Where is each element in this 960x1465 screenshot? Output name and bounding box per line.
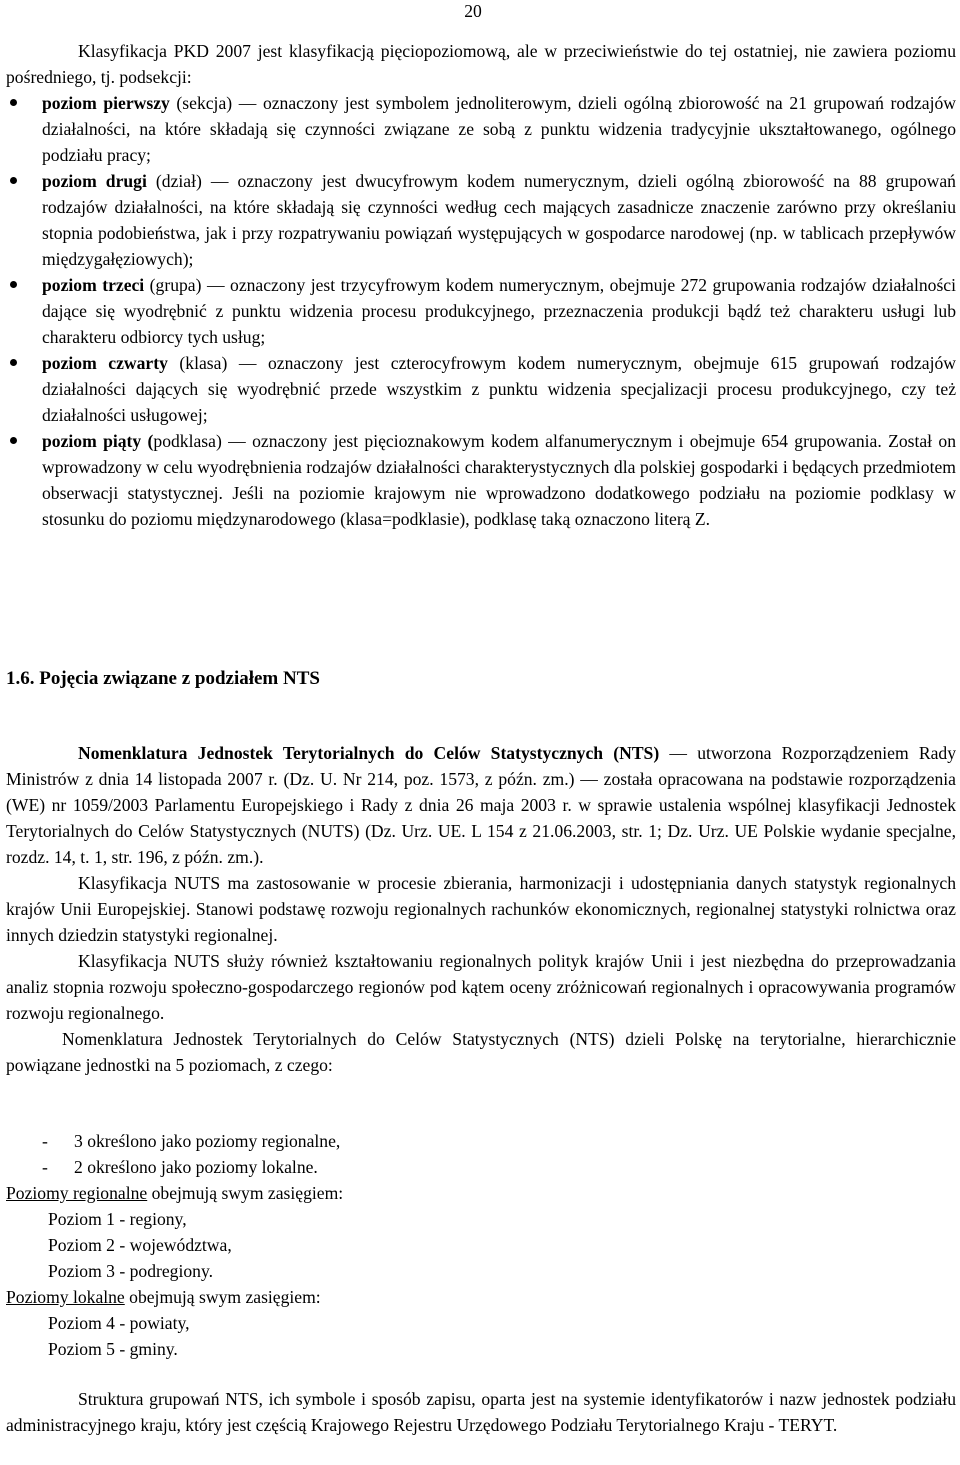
local-heading <box>6 1284 956 1310</box>
bullet-icon <box>10 177 17 184</box>
pkd-levels-list <box>6 90 956 532</box>
level-term: poziom pierwszy <box>42 93 170 113</box>
level-text: podklasa) — oznaczony jest pięcioznakowym kodem alfanumerycznym i obejmuje 654 grupowania. Został on wprowadzony w celu wyodrębnienia rodzajów działalności charakterystycznych dla polskiej gospodarki i będących przedmiotem obserwacji statystycznej. Jeśli na poziomie krajowym nie wprowadzono dodatkowego podziału na poziomie podklasy w stosunku do poziomu międzynarodowego (klasa=podklasie), podklasę taką oznaczono literą Z. <box>42 431 956 529</box>
dash-marker: - <box>42 1157 48 1177</box>
list-item <box>6 1154 956 1180</box>
level-term: poziom czwarty <box>42 353 168 373</box>
section-heading-block <box>6 666 956 692</box>
list-item <box>6 272 956 350</box>
level-text: (sekcja) — oznaczony jest symbolem jednoliterowym, dzieli ogólną zbiorowość na 21 grupowań rodzajów działalności, na które składają się czynności związane ze sobą z punktu widzenia tradycyjnie ukształtowanego, ogólnego podziału pracy; <box>42 93 956 165</box>
list-item <box>6 90 956 168</box>
bullet-icon <box>10 281 17 288</box>
nts-section <box>6 740 956 1078</box>
levels-detail-section <box>6 1128 956 1362</box>
page-number: 20 <box>464 1 482 21</box>
bullet-icon <box>10 437 17 444</box>
list-item <box>6 428 956 532</box>
local-suffix: obejmują swym zasięgiem: <box>124 1287 321 1307</box>
level-text: (dział) — oznaczony jest dwucyfrowym kodem numerycznym, dzieli ogólną zbiorowość na 88 grupowań rodzajów działalności, na które składają się czynności według cech mających zasadnicze znaczenie zarówno przy określaniu stopnia podobieństwa, jak i przy rozpatrywaniu powiązań występujących w gospodarce narodowej (np. w tablicach przepływów międzygałęziowych); <box>42 171 956 269</box>
local-item: Poziom 4 - powiaty, <box>48 1313 190 1333</box>
intro-paragraph: Klasyfikacja PKD 2007 jest klasyfikacją pięciopoziomową, ale w przeciwieństwie do tej ostatniej, nie zawiera poziomu pośredniego, tj. podsekcji: <box>6 41 956 87</box>
dash-list <box>6 1128 956 1180</box>
regional-suffix: obejmują swym zasięgiem: <box>147 1183 344 1203</box>
regional-item: Poziom 1 - regiony, <box>48 1209 187 1229</box>
regional-item: Poziom 2 - województwa, <box>48 1235 232 1255</box>
list-item <box>6 168 956 272</box>
level-term: poziom drugi <box>42 171 147 191</box>
nts-text: — utworzona Rozporządzeniem Rady Ministrów z dnia 14 listopada 2007 r. (Dz. U. Nr 214, poz. 1573, z późn. zm.) — została opracowana na podstawie rozporządzenia (WE) nr 1059/2003 Parlamentu Europejskiego i Rady z dnia 26 maja 2003 r. w sprawie ustalenia wspólnej klasyfikacji Jednostek Terytorialnych do Celów Statystycznych (NUTS) (Dz. Urz. UE. L 154 z 21.06.2003, str. 1; Dz. Urz. UE Polskie wydanie specjalne, rozdz. 14, t. 1, str. 196, z późn. zm.). <box>6 743 956 867</box>
level-text: (klasa) — oznaczony jest czterocyfrowym kodem numerycznym, obejmuje 615 grupowań rodzajów działalności dających się wyodrębnić przede wszystkim z punktu widzenia specjalizacji procesu produkcyjnego, czy też działalności usługowej; <box>42 353 956 425</box>
section-heading: 1.6. Pojęcia związane z podziałem NTS <box>6 668 320 689</box>
dash-text: 3 określono jako poziomy regionalne, <box>74 1131 341 1151</box>
level-term: poziom piąty ( <box>42 431 154 451</box>
nuts-paragraph-2: Klasyfikacja NUTS służy również kształtowaniu regionalnych polityk krajów Unii i jest niezbędna do przeprowadzania analiz stopnia rozwoju społeczno-gospodarczego regionów pod kątem oceny zróżnicowań regionalnych i opracowywania programów rozwoju regionalnego. <box>6 951 956 1023</box>
dash-text: 2 określono jako poziomy lokalne. <box>74 1157 318 1177</box>
list-item <box>6 1128 956 1154</box>
local-label: Poziomy lokalne <box>6 1287 125 1307</box>
level-text: (grupa) — oznaczony jest trzycyfrowym kodem numerycznym, obejmuje 272 grupowania rodzajów działalności dające się wyodrębnić z punktu widzenia procesu produkcyjnego, przeznaczenia produkcji bądź też charakteru usługi lub charakteru odbiorcy tych usług; <box>42 275 956 347</box>
level-term: poziom trzeci <box>42 275 145 295</box>
local-item: Poziom 5 - gminy. <box>48 1339 178 1359</box>
nts-paragraph <box>6 740 956 870</box>
regional-item: Poziom 3 - podregiony. <box>48 1261 214 1281</box>
regional-heading <box>6 1180 956 1206</box>
pkd-intro-section <box>6 38 956 532</box>
list-item <box>6 350 956 428</box>
closing-section <box>6 1386 956 1438</box>
regional-label: Poziomy regionalne <box>6 1183 148 1203</box>
dash-marker: - <box>42 1131 48 1151</box>
nts-division-paragraph: Nomenklatura Jednostek Terytorialnych do Celów Statystycznych (NTS) dzieli Polskę na terytorialne, hierarchicznie powiązane jednostki na 5 poziomach, z czego: <box>6 1029 956 1075</box>
closing-paragraph: Struktura grupowań NTS, ich symbole i sposób zapisu, oparta jest na systemie identyfikatorów i nazw jednostek podziału administracyjnego kraju, który jest częścią Krajowego Rejestru Urzędowego Podziału Terytorialnego Kraju - TERYT. <box>6 1389 956 1435</box>
bullet-icon <box>10 359 17 366</box>
nuts-paragraph-1: Klasyfikacja NUTS ma zastosowanie w procesie zbierania, harmonizacji i udostępniania danych statystyk regionalnych krajów Unii Europejskiej. Stanowi podstawę rozwoju regionalnych rachunków ekonomicznych, regionalnej statystyki rolnictwa oraz innych dziedzin statystyki regionalnej. <box>6 873 956 945</box>
nts-term: Nomenklatura Jednostek Terytorialnych do Celów Statystycznych (NTS) <box>78 743 660 763</box>
bullet-icon <box>10 99 17 106</box>
